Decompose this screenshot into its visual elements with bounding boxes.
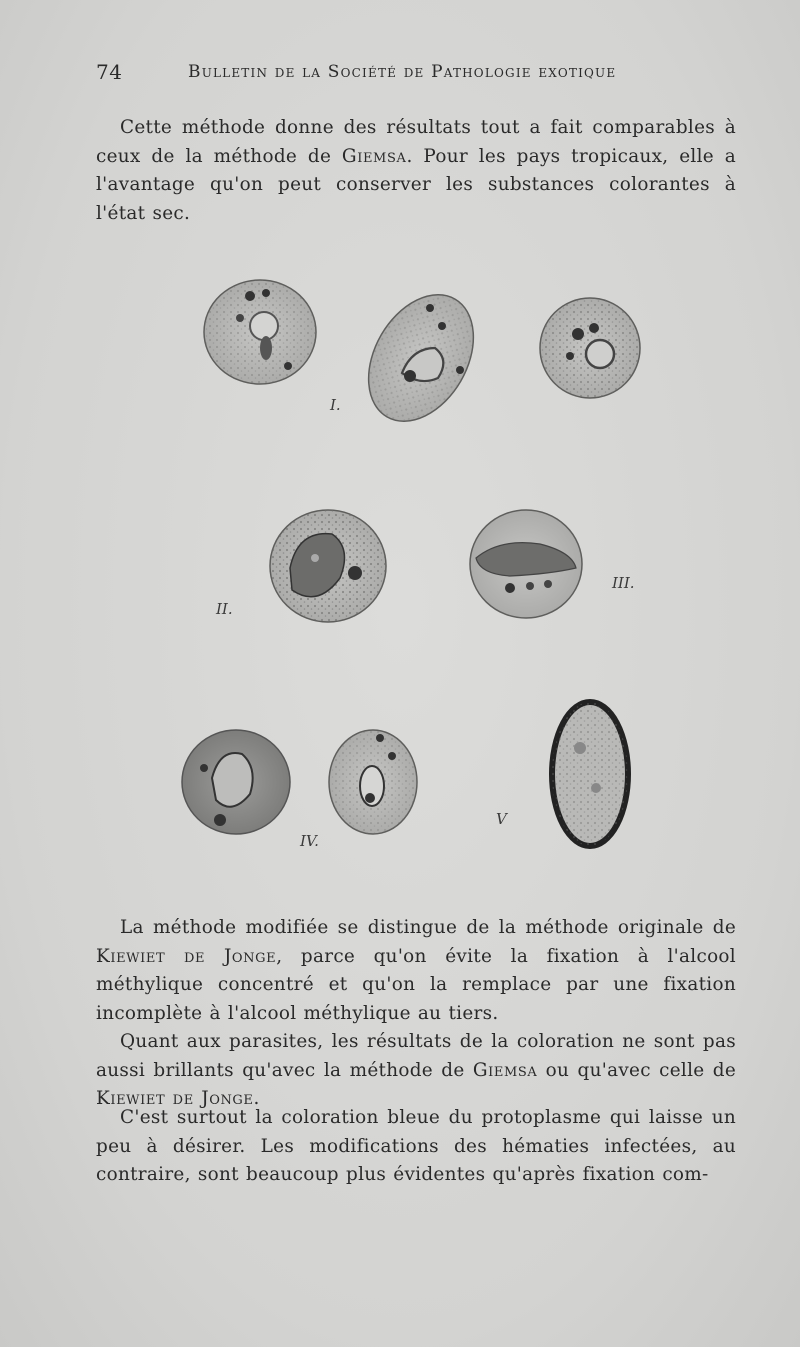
p3-text-e: . xyxy=(253,1088,260,1109)
p3-text-c: ou qu'avec celle de xyxy=(537,1059,737,1081)
p2-text-a: La méthode modifiée se distingue de la méthode originale de xyxy=(120,917,736,938)
page-header xyxy=(96,58,736,88)
p3-author-2: Kiewiet de Jonge xyxy=(96,1088,254,1109)
cell-3a xyxy=(182,730,290,834)
paragraph-1 xyxy=(96,114,736,228)
cell-2b xyxy=(470,510,582,618)
p2-text-c: , parce qu'on évite la fixation à l'alcool méthylique concentré et qu'on la remplace par une fixation incomplète à l'alcool méthylique au tiers. xyxy=(96,945,736,1024)
running-head: Bulletin de la Société de Pathologie exotique xyxy=(188,62,617,82)
cell-1a xyxy=(204,280,316,384)
p1-text-a: Cette méthode donne des résultats tout a fait comparables à ceux de la méthode de xyxy=(96,117,736,167)
cell-1c xyxy=(540,298,640,398)
cell-1b xyxy=(347,276,495,440)
label-v: V xyxy=(496,810,507,828)
p1-text-c: . Pour les pays tropicaux, elle a l'avantage qu'on peut conserver les substances colorantes à l'état sec. xyxy=(96,145,737,224)
paragraph-3 xyxy=(96,1028,736,1114)
p3-text-a: Quant aux parasites, les résultats de la coloration ne sont pas aussi brillants qu'avec la méthode de xyxy=(96,1031,736,1081)
cell-3b xyxy=(329,730,417,834)
p1-author: Giemsa xyxy=(341,145,407,167)
cell-3c xyxy=(552,702,628,846)
p3-author-1: Giemsa xyxy=(472,1059,538,1081)
paragraph-4 xyxy=(96,1104,736,1190)
label-iii: III. xyxy=(612,574,635,592)
p2-author: Kiewiet de Jonge xyxy=(96,945,277,967)
page-number: 74 xyxy=(96,60,123,84)
cell-2a xyxy=(270,510,386,622)
label-i: I. xyxy=(330,396,341,414)
p4-text-a: C'est surtout la coloration bleue du protoplasme qui laisse un peu à désirer. Les modifications des hématies infectées, au contraire, sont beaucoup plus évidentes qu'après fixation com- xyxy=(96,1107,736,1185)
label-ii: II. xyxy=(216,600,233,618)
label-iv: IV. xyxy=(300,832,319,850)
blood-cell-plate xyxy=(180,268,660,868)
blood-cell-figure xyxy=(180,268,660,868)
paragraph-2 xyxy=(96,914,736,1028)
